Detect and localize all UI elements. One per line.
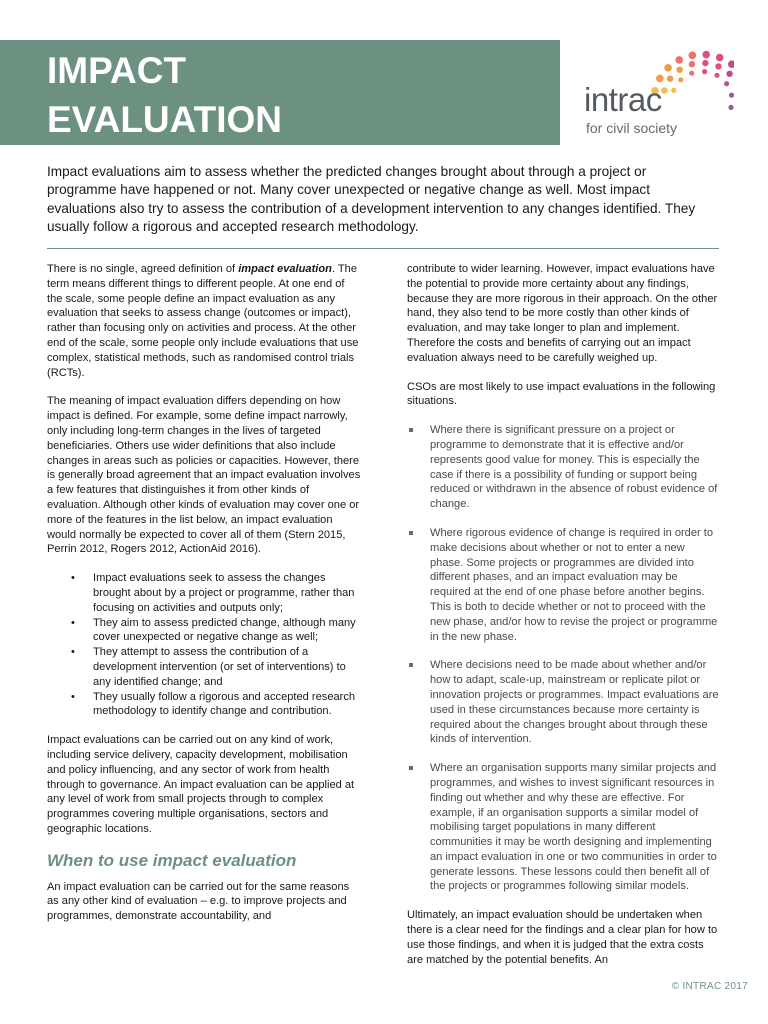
logo-dot <box>667 76 673 82</box>
list-item <box>407 761 719 894</box>
logo-dot <box>678 77 683 82</box>
square-bullet-icon <box>409 428 413 432</box>
section-divider <box>47 248 719 249</box>
list-item <box>407 658 719 747</box>
logo-dot <box>702 51 710 59</box>
intrac-logo <box>584 48 734 143</box>
logo-dot <box>714 73 719 78</box>
list-item-text: They usually follow a rigorous and accepted research methodology to identify change and contribution. <box>93 690 356 718</box>
logo-dot <box>724 81 729 86</box>
bullet-icon: • <box>71 646 75 659</box>
logo-tagline: for civil society <box>586 120 678 136</box>
copyright-notice: © INTRAC 2017 <box>671 981 748 992</box>
bullet-icon: • <box>71 616 75 629</box>
text-run: There is no single, agreed definition of <box>47 263 239 275</box>
page-title <box>47 46 282 144</box>
section-heading: When to use impact evaluation <box>47 850 297 870</box>
logo-dot <box>728 60 734 68</box>
logo-dot <box>689 71 694 76</box>
list-item <box>407 423 719 512</box>
bullet-icon: • <box>71 572 75 585</box>
square-bullet-icon <box>409 531 413 535</box>
logo-dot <box>726 71 732 77</box>
logo-dot <box>702 69 707 74</box>
list-item-text: Where an organisation supports many similar projects and programmes, and wishes to invest significant resources in finding out whether and why these are effective. For example, if an organisation supports a similar model of mobilising target populations in many different communities it may be worth designing and implementing an impact evaluation in one or two communities in order to generate lessons. These lessons could then benefit all of the projects or programmes following similar models. <box>430 762 717 893</box>
title-line-2: EVALUATION <box>47 99 283 140</box>
list-item-text: Where decisions need to be made about whether and/or how to adapt, scale-up, mainstream or replicate pilot or innovation projects or programmes. Impact evaluations are used in these circumstances because more certainty is required about the changes brought about through these kinds of intervention. <box>430 659 719 746</box>
list-item <box>47 616 362 646</box>
logo-dot <box>729 93 734 98</box>
list-item-text: They aim to assess predicted change, although many cover unexpected or negative change as well; <box>93 616 356 644</box>
list-item-text: Where there is significant pressure on a project or programme to demonstrate that it is effective and/or represents good value for money. This is especially the case if there is a possibility of funding or support being reduced or withdrawn in the absence of robust evidence of change. <box>430 424 718 511</box>
left-column <box>47 262 362 938</box>
reasons-paragraph: An impact evaluation can be carried out for the same reasons as any other kind of evaluation – e.g. to improve projects and programmes, demonstrate accountability, and <box>47 880 350 923</box>
logo-wordmark: intrac <box>584 81 662 118</box>
logo-dot <box>716 54 724 62</box>
right-column <box>407 262 719 981</box>
logo-dot <box>661 87 667 93</box>
logo-dot <box>664 64 672 72</box>
list-item <box>47 690 362 720</box>
title-banner <box>0 40 560 145</box>
intro-paragraph: Impact evaluations aim to assess whether the predicted changes brought about through a project or programme have happened or not. Many cover unexpected or negative change as well. Most impact evaluations also try to assess the contribution of a development intervention to any changes identified. They usually follow a rigorous and accepted research methodology. <box>47 164 696 234</box>
list-item-text: They attempt to assess the contribution of a development intervention (or set of interventions) to any identified change; and <box>93 646 346 688</box>
list-item <box>47 645 362 689</box>
logo-dot <box>676 67 682 73</box>
situations-list <box>407 423 719 894</box>
meaning-paragraph: The meaning of impact evaluation differs depending on how impact is defined. For example, some define impact narrowly, only including long-term changes in the lives of targeted beneficiaries. Others use wider definitions that also include changes in areas such as policies or capacities. However, there is generally broad agreement that an impact evaluation involves a few features that distinguishes it from other kinds of evaluation. Although other kinds of evaluation may cover one or more of the features in the list below, an impact evaluation would normally be expected to cover all of them (Stern 2015, Perrin 2012, Rogers 2012, ActionAid 2016). <box>47 395 361 556</box>
list-item-text: Where rigorous evidence of change is required in order to make decisions about whether or not to enter a new phase. Some projects or programmes are divided into different phases, and an impact evaluation may be required at the end of one phase before another begins. This is both to decide whether or not to proceed with the new phase, and/or how to revise the project or programme in the new phase. <box>430 526 718 643</box>
list-item <box>47 571 362 615</box>
logo-dot <box>728 105 733 110</box>
square-bullet-icon <box>409 766 413 770</box>
situations-intro: CSOs are most likely to use impact evaluations in the following situations. <box>407 380 716 408</box>
square-bullet-icon <box>409 663 413 667</box>
list-item <box>407 526 719 644</box>
logo-dot <box>715 63 721 69</box>
logo-dot <box>702 60 708 66</box>
title-line-1: IMPACT <box>47 50 187 91</box>
conclusion-paragraph: Ultimately, an impact evaluation should be undertaken when there is a clear need for the findings and a clear plan for how to use those findings, and when it is judged that the extra costs are matched by the potential benefits. An <box>407 909 718 966</box>
text-run: . The term means different things to different people. At one end of the scale, some people define an impact evaluation as any evaluation that seeks to assess change (outcomes or impact), rather than focusing only on activities and process. At the other end of the scale, some people only include evaluations that use complex, statistical methods, such as randomised control trials (RCTs). <box>47 263 359 379</box>
logo-dot <box>675 56 683 64</box>
emphasis-term: impact evaluation <box>238 263 332 275</box>
bullet-icon: • <box>71 690 75 703</box>
logo-dot <box>689 52 697 60</box>
learning-paragraph: contribute to wider learning. However, impact evaluations have the potential to provide more certainty about any findings, because they are more rigorous in their approach. On the other hand, they also tend to be more costly than other kinds of evaluation, and may take longer to plan and implement. Therefore the costs and benefits of carrying out an impact evaluation always need to be carefully weighed up. <box>407 263 718 364</box>
logo-dot <box>689 61 695 67</box>
logo-dot <box>671 88 676 93</box>
list-item-text: Impact evaluations seek to assess the changes brought about by a project or programme, rather than focusing on activities and outputs only; <box>93 572 355 614</box>
scope-paragraph: Impact evaluations can be carried out on any kind of work, including service delivery, capacity development, mobilisation and policy influencing, and any sector of work from health through to governance. An impact evaluation can be applied at any level of work from small projects through to complex programmes covering multiple organisations, sectors and geographic locations. <box>47 734 355 835</box>
feature-list <box>47 571 362 719</box>
definition-paragraph <box>47 262 362 380</box>
